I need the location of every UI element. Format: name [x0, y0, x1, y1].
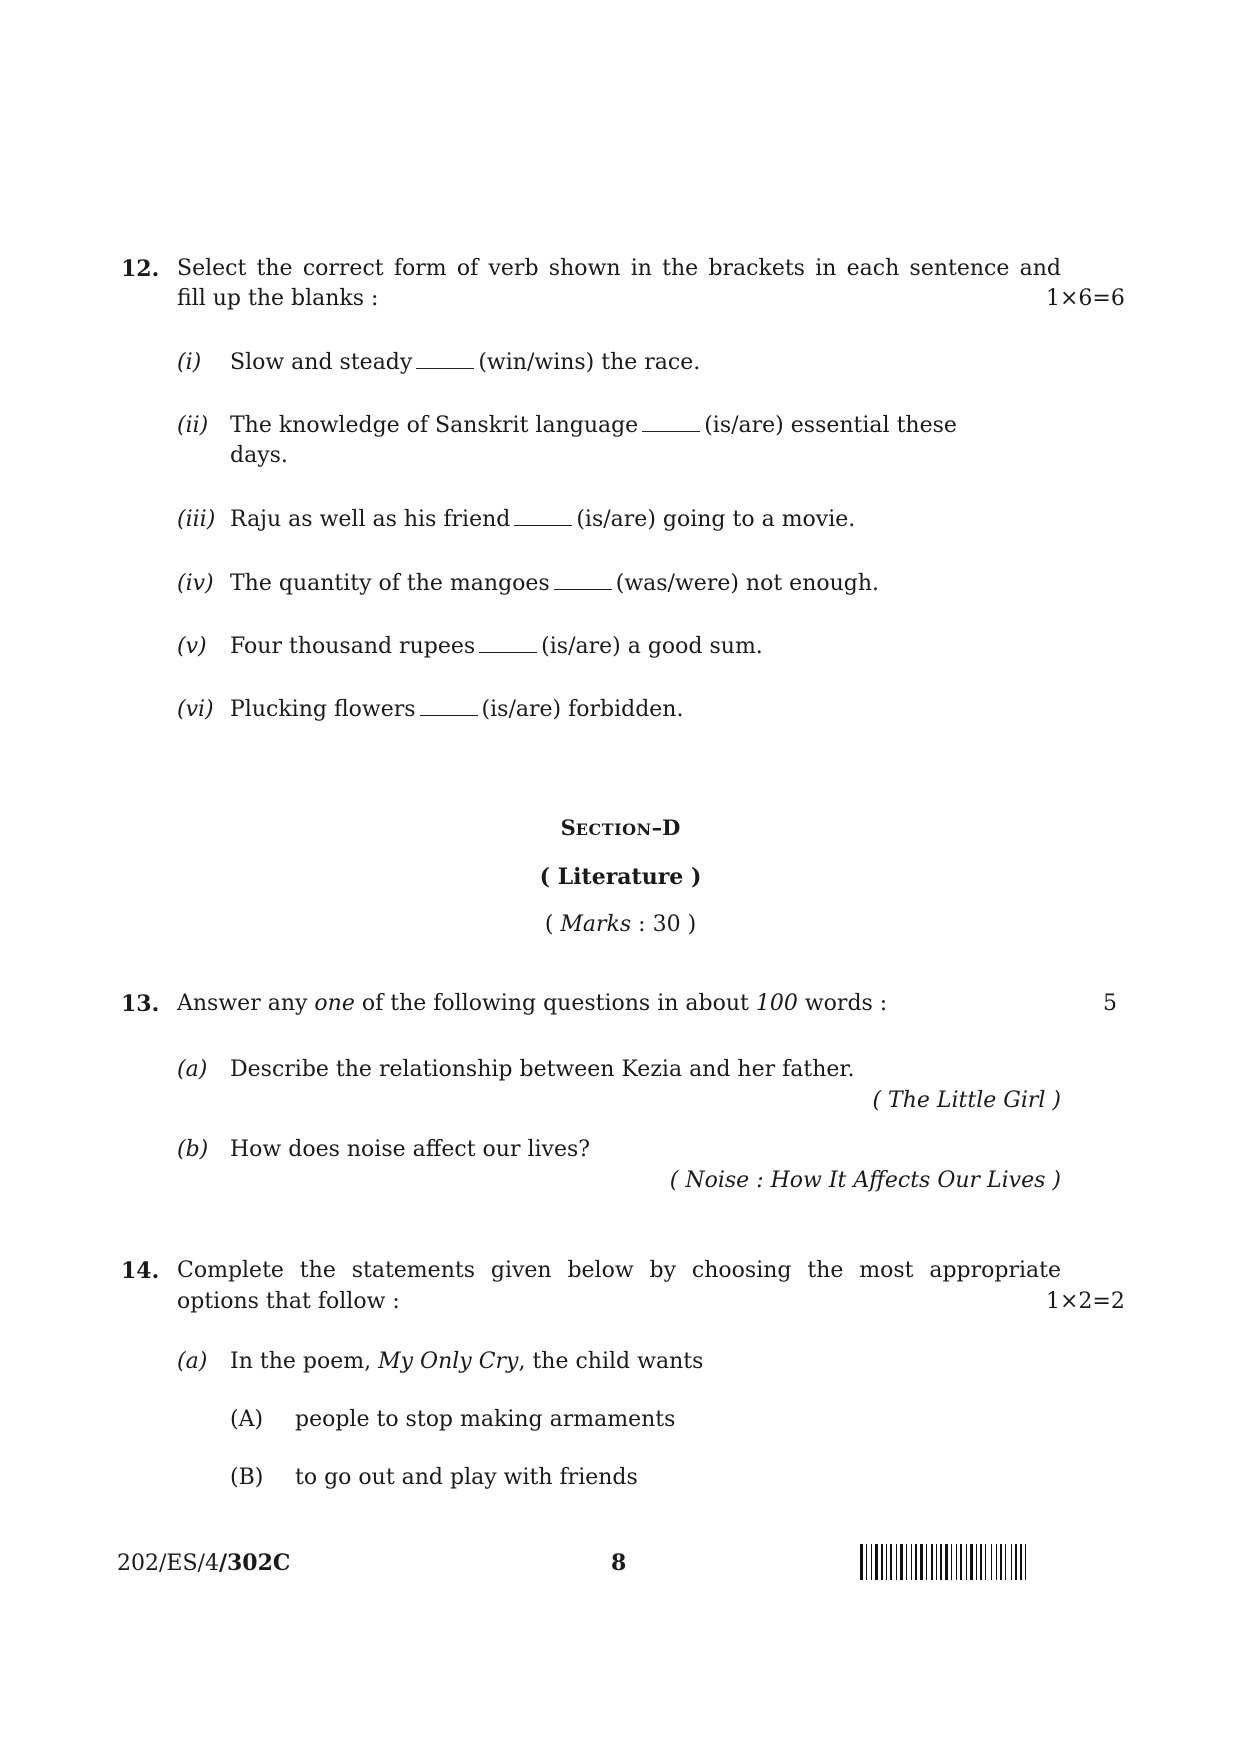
- answer-blank: [416, 350, 474, 369]
- question-number: 13.: [121, 991, 160, 1017]
- section-marks: ( Marks : 30 ): [544, 912, 697, 937]
- option-source: ( The Little Girl ): [872, 1088, 1061, 1113]
- barcode-bar: [985, 1544, 986, 1580]
- section-subtitle: ( Literature ): [539, 864, 702, 890]
- item-text-tail: (is/are) going to a movie.: [576, 507, 856, 532]
- barcode-bar: [976, 1544, 977, 1580]
- barcode-bar: [926, 1544, 927, 1580]
- barcode-bar: [920, 1544, 923, 1580]
- barcode-bar: [945, 1544, 948, 1580]
- option-text: Describe the relationship between Kezia and her father.: [230, 1057, 855, 1082]
- barcode-bar: [951, 1544, 952, 1580]
- barcode-bar: [1005, 1544, 1006, 1580]
- barcode-bar: [936, 1544, 937, 1580]
- barcode-bar: [1015, 1544, 1017, 1580]
- barcode-bar: [875, 1544, 878, 1580]
- choice-label: (B): [230, 1465, 264, 1490]
- answer-blank: [479, 634, 537, 653]
- item-text-continuation: days.: [230, 443, 288, 468]
- option-source: ( Noise : How It Affects Our Lives ): [669, 1168, 1061, 1193]
- barcode-bar: [1025, 1544, 1026, 1580]
- question-marks: 1×6=6: [1046, 286, 1125, 311]
- option-label: (a): [177, 1057, 208, 1082]
- answer-blank: [554, 571, 612, 590]
- barcode-icon: [860, 1544, 1118, 1580]
- option-text: How does noise affect our lives?: [230, 1137, 591, 1162]
- choice-text: people to stop making armaments: [295, 1407, 676, 1432]
- item-text: The quantity of the mangoes: [230, 571, 550, 596]
- item-text: Raju as well as his friend: [230, 507, 511, 532]
- barcode-bar: [1020, 1544, 1022, 1580]
- barcode-bar: [911, 1544, 912, 1580]
- item-text-tail: (is/are) essential these: [704, 413, 957, 438]
- item-text-tail: (is/are) a good sum.: [541, 634, 763, 659]
- answer-blank: [514, 507, 572, 526]
- barcode-bar: [1000, 1544, 1002, 1580]
- question-number: 12.: [121, 256, 160, 282]
- barcode-bar: [866, 1544, 867, 1580]
- item-label: (vi): [177, 697, 214, 722]
- choice-label: (A): [230, 1407, 264, 1432]
- item-text: Four thousand rupees: [230, 634, 476, 659]
- barcode-bar: [996, 1544, 997, 1580]
- answer-blank: [642, 413, 700, 432]
- barcode-bar: [900, 1544, 903, 1580]
- question-text: Answer any one of the following questions in about 100 words :: [177, 991, 888, 1016]
- item-text-tail: (win/wins) the race.: [478, 350, 701, 375]
- answer-blank: [420, 697, 478, 716]
- section-title: SECTION–D: [560, 815, 681, 840]
- barcode-bar: [931, 1544, 933, 1580]
- question-marks: 5: [1103, 991, 1117, 1016]
- item-text: Plucking flowers: [230, 697, 416, 722]
- barcode-bar: [881, 1544, 883, 1580]
- paper-code: 202/ES/4/302C: [117, 1550, 291, 1576]
- item-label: (iii): [177, 507, 216, 532]
- barcode-bar: [860, 1544, 863, 1580]
- choice-text: to go out and play with friends: [295, 1465, 638, 1490]
- item-label: (ii): [177, 413, 209, 438]
- item-label: (i): [177, 350, 202, 375]
- barcode-bar: [966, 1544, 967, 1580]
- question-text-line1: Complete the statements given below by choosing the most appropriate: [177, 1258, 1061, 1283]
- barcode-bar: [886, 1544, 887, 1580]
- item-text: The knowledge of Sanskrit language: [230, 413, 639, 438]
- barcode-bar: [906, 1544, 907, 1580]
- option-label: (a): [177, 1349, 208, 1374]
- barcode-bar: [890, 1544, 892, 1580]
- option-text: In the poem, My Only Cry, the child wants: [230, 1349, 704, 1374]
- item-label: (v): [177, 634, 207, 659]
- barcode-bar: [956, 1544, 957, 1580]
- item-label: (iv): [177, 571, 214, 596]
- barcode-bar: [896, 1544, 897, 1580]
- page-number: 8: [611, 1550, 627, 1576]
- barcode-bar: [871, 1544, 872, 1580]
- barcode-bar: [1011, 1544, 1012, 1580]
- item-text-tail: (is/are) forbidden.: [481, 697, 684, 722]
- barcode-bar: [980, 1544, 982, 1580]
- option-label: (b): [177, 1137, 209, 1162]
- question-marks: 1×2=2: [1046, 1289, 1125, 1314]
- barcode-bar: [940, 1544, 942, 1580]
- barcode-bar: [991, 1544, 992, 1580]
- barcode-bar: [960, 1544, 962, 1580]
- item-text: Slow and steady: [230, 350, 413, 375]
- question-number: 14.: [121, 1258, 160, 1284]
- item-text-tail: (was/were) not enough.: [615, 571, 880, 596]
- question-text-line2: fill up the blanks :: [177, 286, 379, 311]
- barcode-bar: [970, 1544, 973, 1580]
- question-text-line1: Select the correct form of verb shown in the brackets in each sentence and: [177, 256, 1061, 281]
- question-text-line2: options that follow :: [177, 1289, 400, 1314]
- barcode-bar: [915, 1544, 917, 1580]
